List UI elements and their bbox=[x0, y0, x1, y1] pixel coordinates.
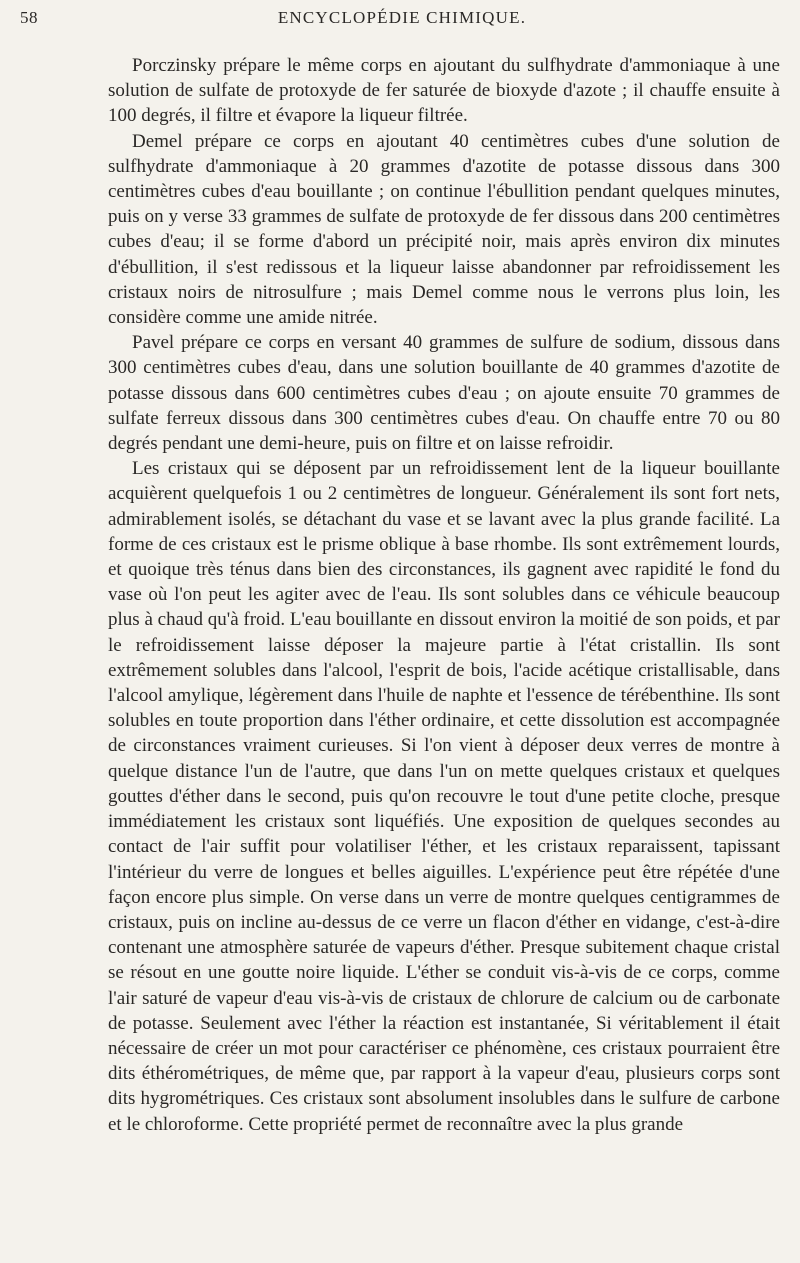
page-header bbox=[20, 4, 784, 30]
paragraph-demel: Demel prépare ce corps en ajoutant 40 centimètres cubes d'une solution de sulfhydrate d'ammoniaque à 20 grammes d'azotite de potasse dissous dans 300 centimètres cubes d'eau bouillante ; on continue l'ébullition pendant quelques minutes, puis on y verse 33 grammes de sulfate de protoxyde de fer dissous dans 200 centimètres cubes d'eau; il se forme d'abord un précipité noir, mais après environ dix minutes d'ébullition, il s'est redissous et la liqueur laisse abandonner par refroidissement les cristaux noirs de nitrosulfure ; mais Demel comme nous le verrons plus loin, les considère comme une amide nitrée. bbox=[108, 130, 780, 329]
running-title: ENCYCLOPÉDIE CHIMIQUE. bbox=[277, 8, 527, 27]
paragraph-cristaux-properties: Les cristaux qui se déposent par un refroidissement lent de la liqueur bouillante acquièrent quelquefois 1 ou 2 centimètres de longueur. Généralement ils sont fort nets, admirablement isolés, se détachant du vase et se lavant avec la plus grande facilité. La forme de ces cristaux est le prisme oblique à base rhombe. Ils sont extrêmement lourds, et quoique très ténus dans bien des circonstances, ils gagnent avec rapidité le fond du vase où l'on peut les agiter avec de l'eau. Ils sont solubles dans ce véhicule beaucoup plus à chaud qu'à froid. L'eau bouillante en dissout environ la moitié de son poids, et par le refroidissement laisse déposer la majeure partie à l'état cristallin. Ils sont extrêmement solubles dans l'alcool, l'esprit de bois, l'acide acétique cristallisable, dans l'alcool amylique, légèrement dans l'huile de naphte et l'essence de térébenthine. Ils sont solubles en toute proportion dans l'éther ordinaire, et cette dissolution est accompagnée de circonstances vraiment curieuses. Si l'on vient à déposer deux verres de montre à quelque distance l'un de l'autre, que dans l'un on mette quelques cristaux et quelques gouttes d'éther dans le second, puis qu'on recouvre le tout d'une petite cloche, presque immédiatement les cristaux sont liquéfiés. Une exposition de quelques secondes au contact de l'air suffit pour volatiliser l'éther, et les cristaux reparaissent, tapissant l'intérieur du verre de longues et belles aiguilles. L'expérience peut être répétée d'une façon encore plus simple. On verse dans un verre de montre quelques centigrammes de cristaux, puis on incline au-dessus de ce verre un flacon d'éther en vidange, c'est-à-dire contenant une atmosphère saturée de vapeurs d'éther. Presque subitement chaque cristal se résout en une goutte noire liquide. L'éther se conduit vis-à-vis de ce corps, comme l'air saturé de vapeur d'eau vis-à-vis de cristaux de chlorure de calcium ou de carbonate de potasse. Seulement avec l'éther la réaction est instantanée, Si véritablement il était nécessaire de créer un mot pour caractériser ce phénomène, ces cristaux pourraient être dits éthérométriques, de même que, par rapport à la vapeur d'eau, plusieurs corps sont dits hygrométriques. Ces cristaux sont absolument insolubles dans le sulfure de carbone et le chloroforme. Cette propriété permet de reconnaître avec la plus grande bbox=[108, 458, 780, 1135]
page-number: 58 bbox=[20, 8, 38, 27]
body-text bbox=[108, 53, 780, 1137]
paragraph-pavel: Pavel prépare ce corps en versant 40 grammes de sulfure de sodium, dissous dans 300 centimètres cubes d'eau, dans une solution bouillante de 40 grammes d'azotite de potasse dissous dans 600 centimètres cubes d'eau ; on ajoute ensuite 70 grammes de sulfate ferreux dissous dans 300 centimètres cubes d'eau. On chauffe entre 70 ou 80 degrés pendant une demi-heure, puis on filtre et on laisse refroidir. bbox=[108, 332, 780, 455]
paragraph-porczinsky: Porczinsky prépare le même corps en ajoutant du sulfhydrate d'ammoniaque à une solution de sulfate de protoxyde de fer saturée de bioxyde d'azote ; il chauffe ensuite à 100 degrés, il filtre et évapore la liqueur filtrée. bbox=[108, 55, 780, 127]
